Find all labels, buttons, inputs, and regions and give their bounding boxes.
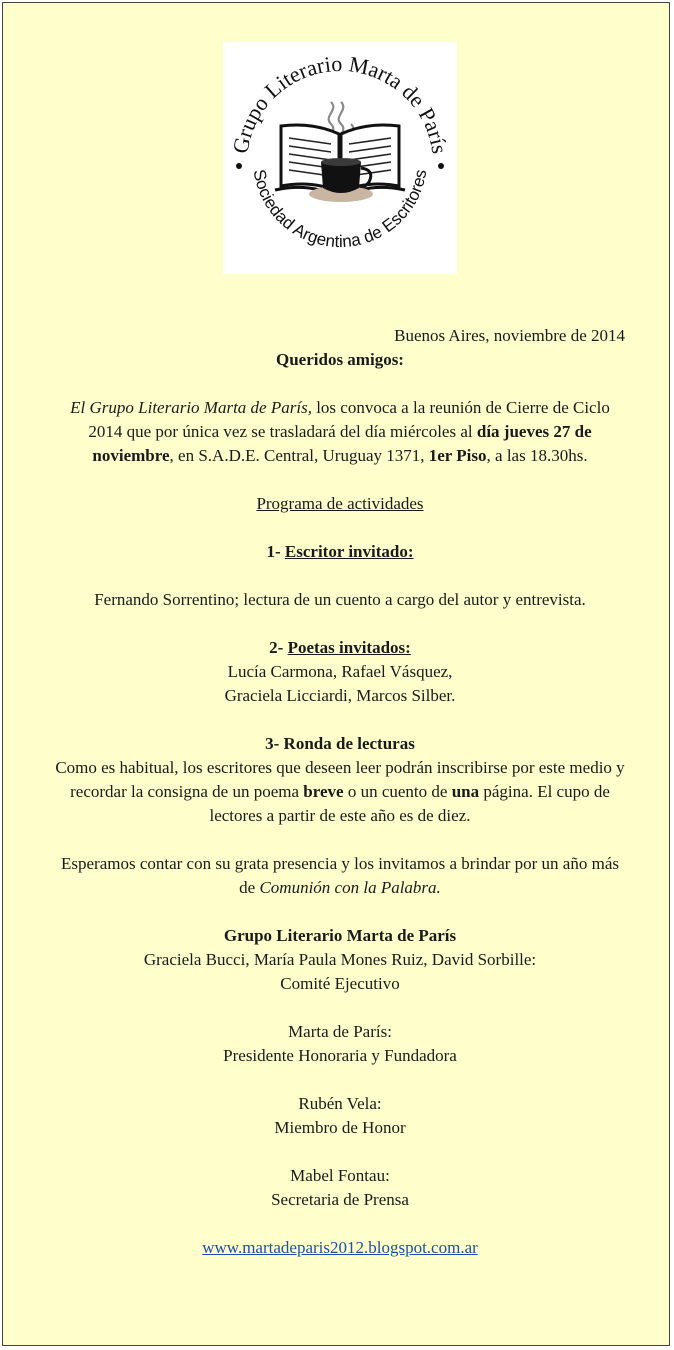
item1-text: Fernando Sorrentino; lectura de un cuento a cargo del autor y entrevista.	[94, 590, 586, 609]
member-role: Presidente Honoraria y Fundadora	[223, 1046, 457, 1065]
logo-seal	[223, 42, 457, 274]
logo	[223, 42, 457, 274]
letter-body	[53, 324, 627, 1260]
intro-date: día jueves 27 de noviembre	[92, 422, 592, 465]
website-row	[53, 1236, 627, 1260]
greeting: Queridos amigos:	[276, 350, 404, 369]
item2-line2: Graciela Licciardi, Marcos Silber.	[224, 686, 456, 705]
member-name: Mabel Fontau:	[290, 1166, 390, 1185]
signature-names: Graciela Bucci, María Paula Mones Ruiz, David Sorbille:	[143, 950, 537, 969]
place-date: Buenos Aires, noviembre de 2014	[394, 326, 625, 345]
closing-paragraph: Esperamos contar con su grata presencia y los invitamos a brindar por un año más de Comunión con la Palabra.	[60, 854, 619, 897]
member-role: Miembro de Honor	[274, 1118, 406, 1137]
program-title: Programa de actividades	[256, 494, 424, 513]
item3-heading: 3- Ronda de lecturas	[265, 734, 415, 753]
signature-role: Comité Ejecutivo	[280, 974, 400, 993]
member-name: Marta de París:	[288, 1022, 392, 1041]
intro-paragraph: El Grupo Literario Marta de París, los convoca a la reunión de Cierre de Ciclo 2014 que por única vez se trasladará del día miércoles al día jueves 27 de noviembre, en S.A.D.E. Central, Uruguay 1371, 1er Piso, a las 18.30hs.	[70, 398, 610, 465]
logo-dot-left	[236, 163, 242, 169]
logo-text-top: Grupo Literario Marta de París	[227, 50, 453, 156]
invitation-frame	[2, 2, 670, 1346]
item2-heading: 2- Poetas invitados:	[269, 638, 411, 657]
member-role: Secretaria de Prensa	[271, 1190, 409, 1209]
member-name: Rubén Vela:	[298, 1094, 382, 1113]
website-link[interactable]: www.martadeparis2012.blogspot.com.ar	[202, 1238, 478, 1257]
item1-heading: 1- Escritor invitado:	[266, 542, 414, 561]
item2-line1: Lucía Carmona, Rafael Vásquez,	[227, 662, 453, 681]
intro-group-name: El Grupo Literario Marta de París,	[70, 398, 312, 417]
logo-text-bottom: Sociedad Argentina de Escritores	[249, 167, 431, 252]
signature-group: Grupo Literario Marta de París	[223, 926, 457, 945]
item3-text: Como es habitual, los escritores que deseen leer podrán inscribirse por este medio y recordar la consigna de un poema breve o un cuento de una página. El cupo de lectores a partir de este año es de diez.	[55, 758, 625, 825]
intro-floor: 1er Piso	[428, 446, 487, 465]
logo-dot-right	[438, 163, 444, 169]
